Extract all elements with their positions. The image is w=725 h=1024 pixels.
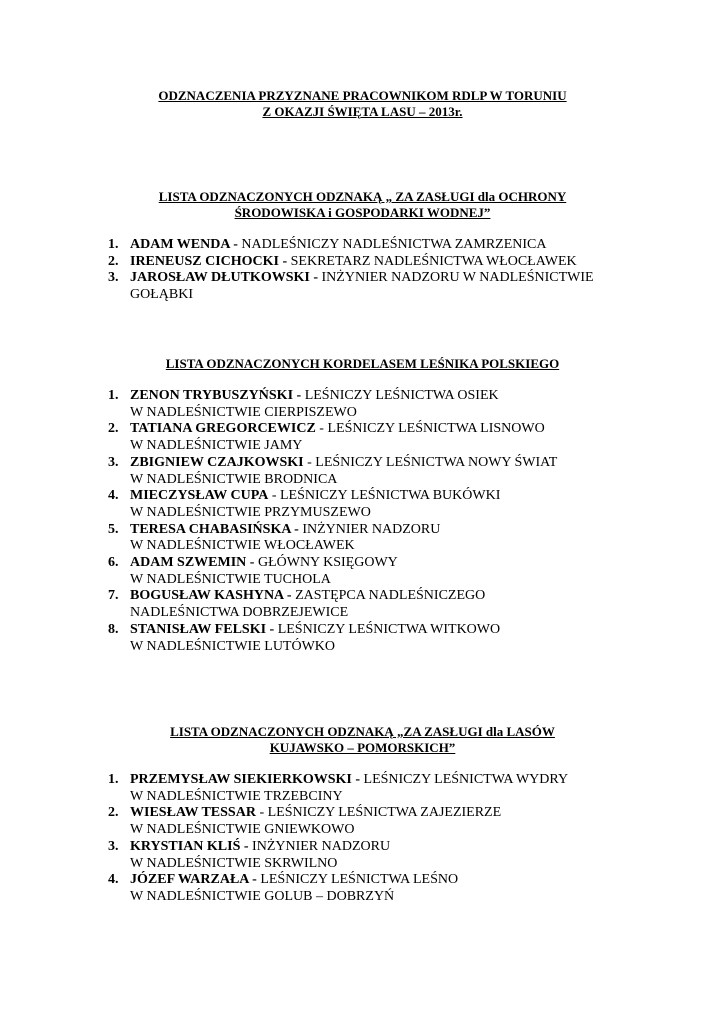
awardee-position: - LEŚNICZY LEŚNICTWA LISNOWO bbox=[315, 421, 545, 437]
item-number: 2. bbox=[108, 805, 119, 821]
item-line-2: W NADLEŚNICTWIE JAMY bbox=[130, 438, 303, 454]
item-line-2: W NADLEŚNICTWIE GNIEWKOWO bbox=[130, 822, 355, 838]
item-line-2: W NADLEŚNICTWIE GOLUB – DOBRZYŃ bbox=[130, 888, 395, 904]
section-1-heading bbox=[60, 189, 665, 221]
awardee-name: ADAM WENDA - bbox=[130, 237, 238, 252]
awardee-name: ADAM SZWEMIN - bbox=[130, 555, 255, 571]
item-line-1 bbox=[130, 555, 668, 572]
list-item bbox=[108, 839, 668, 872]
section-3-heading-line-1: LISTA ODZNACZONYCH ODZNAKĄ „ZA ZASŁUGI dla LASÓW bbox=[170, 724, 555, 739]
awardee-position: ZASTĘPCA NADLEŚNICZEGO bbox=[291, 588, 486, 604]
section-3-heading bbox=[60, 724, 665, 756]
awardee-name: TERESA CHABASIŃSKA - bbox=[130, 521, 299, 537]
item-line-2: W NADLEŚNICTWIE SKRWILNO bbox=[130, 855, 338, 871]
item-number: 3. bbox=[108, 270, 119, 286]
awardee-name: TATIANA GREGORCEWICZ bbox=[130, 421, 316, 437]
list-item bbox=[108, 622, 668, 655]
title-line-1: ODZNACZENIA PRZYZNANE PRACOWNIKOM RDLP W TORUNIU bbox=[158, 88, 567, 103]
awardee-name: MIECZYSŁAW CUPA bbox=[130, 488, 269, 504]
list-item bbox=[108, 872, 668, 905]
item-line-1 bbox=[130, 805, 668, 822]
item-number: 1. bbox=[108, 772, 119, 787]
item-line-1 bbox=[130, 622, 668, 639]
item-line-1 bbox=[130, 254, 668, 271]
item-line-2: GOŁĄBKI bbox=[130, 287, 193, 303]
section-2-heading-line-1: LISTA ODZNACZONYCH KORDELASEM LEŚNIKA POLSKIEGO bbox=[165, 356, 560, 371]
item-number: 1. bbox=[108, 237, 119, 252]
list-item bbox=[108, 805, 668, 838]
list-item bbox=[108, 270, 668, 303]
awardee-name: JAROSŁAW DŁUTKOWSKI - bbox=[130, 270, 319, 286]
item-number: 2. bbox=[108, 253, 119, 269]
list-item bbox=[108, 388, 668, 421]
awardee-position: LEŚNICZY LEŚNICTWA WITKOWO bbox=[274, 621, 501, 637]
item-line-2: W NADLEŚNICTWIE WŁOCŁAWEK bbox=[130, 538, 355, 554]
awardee-position: LEŚNICZY LEŚNICTWA WYDRY bbox=[360, 772, 569, 787]
item-number: 4. bbox=[108, 488, 119, 504]
awardee-name: IRENEUSZ CICHOCKI - bbox=[130, 253, 288, 269]
item-line-2: NADLEŚNICTWA DOBRZEJEWICE bbox=[130, 605, 349, 621]
document-title bbox=[60, 88, 665, 120]
item-line-1 bbox=[130, 388, 668, 405]
item-line-1 bbox=[130, 522, 668, 539]
item-line-1 bbox=[130, 270, 668, 287]
item-line-2: W NADLEŚNICTWIE TUCHOLA bbox=[130, 571, 331, 587]
awardee-position: NADLEŚNICZY NADLEŚNICTWA ZAMRZENICA bbox=[237, 237, 547, 252]
awardee-position: - LEŚNICZY LEŚNICTWA ZAJEZIERZE bbox=[255, 805, 502, 821]
title-line-2: Z OKAZJI ŚWIĘTA LASU – 2013r. bbox=[262, 104, 463, 119]
awardee-position: INŻYNIER NADZORU bbox=[248, 838, 391, 854]
list-item bbox=[108, 772, 668, 805]
section-1-list bbox=[108, 237, 668, 304]
item-number: 3. bbox=[108, 454, 119, 470]
item-line-2: W NADLEŚNICTWIE LUTÓWKO bbox=[130, 638, 336, 654]
section-2-list bbox=[108, 388, 668, 655]
list-item bbox=[108, 254, 668, 271]
awardee-position: GŁÓWNY KSIĘGOWY bbox=[254, 555, 398, 571]
list-item bbox=[108, 488, 668, 521]
section-1-heading-line-1: LISTA ODZNACZONYCH ODZNAKĄ „ ZA ZASŁUGI dla OCHRONY bbox=[158, 189, 567, 204]
item-number: 6. bbox=[108, 555, 119, 571]
item-line-1 bbox=[130, 588, 668, 605]
awardee-name: ZBIGNIEW CZAJKOWSKI bbox=[130, 454, 304, 470]
awardee-position: LEŚNICZY LEŚNICTWA LEŚNO bbox=[256, 872, 459, 888]
list-item bbox=[108, 237, 668, 254]
item-number: 4. bbox=[108, 872, 119, 888]
list-item bbox=[108, 522, 668, 555]
item-number: 8. bbox=[108, 621, 119, 637]
item-number: 7. bbox=[108, 588, 119, 604]
item-line-1 bbox=[130, 237, 668, 254]
section-3-list bbox=[108, 772, 668, 906]
item-number: 2. bbox=[108, 421, 119, 437]
awardee-name: KRYSTIAN KLIŚ - bbox=[130, 838, 249, 854]
item-line-1 bbox=[130, 455, 668, 472]
item-line-2: W NADLEŚNICTWIE PRZYMUSZEWO bbox=[130, 504, 371, 520]
awardee-name: JÓZEF WARZAŁA - bbox=[130, 872, 257, 888]
awardee-name: ZENON TRYBUSZYŃSKI - bbox=[130, 388, 302, 403]
awardee-name: STANISŁAW FELSKI - bbox=[130, 621, 275, 637]
item-number: 5. bbox=[108, 521, 119, 537]
item-line-1 bbox=[130, 772, 668, 789]
awardee-name: PRZEMYSŁAW SIEKIERKOWSKI - bbox=[130, 772, 361, 787]
awardee-position: - LEŚNICZY LEŚNICTWA NOWY ŚWIAT bbox=[303, 454, 558, 470]
awardee-position: LEŚNICZY LEŚNICTWA OSIEK bbox=[301, 388, 499, 403]
awardee-name: BOGUSŁAW KASHYNA - bbox=[130, 588, 292, 604]
section-3-heading-line-2: KUJAWSKO – POMORSKICH” bbox=[269, 740, 456, 755]
awardee-name: WIESŁAW TESSAR bbox=[130, 805, 256, 821]
item-line-1 bbox=[130, 839, 668, 856]
list-item bbox=[108, 555, 668, 588]
list-item bbox=[108, 421, 668, 454]
section-1-heading-line-2: ŚRODOWISKA i GOSPODARKI WODNEJ” bbox=[234, 205, 491, 220]
item-number: 1. bbox=[108, 388, 119, 403]
item-line-1 bbox=[130, 872, 668, 889]
item-line-2: W NADLEŚNICTWIE TRZEBCINY bbox=[130, 788, 343, 804]
item-line-2: W NADLEŚNICTWIE BRODNICA bbox=[130, 471, 338, 487]
list-item bbox=[108, 588, 668, 621]
item-line-1 bbox=[130, 421, 668, 438]
awardee-position: - LEŚNICZY LEŚNICTWA BUKÓWKI bbox=[268, 488, 501, 504]
list-item bbox=[108, 455, 668, 488]
awardee-position: INŻYNIER NADZORU W NADLEŚNICTWIE bbox=[318, 270, 594, 286]
awardee-position: SEKRETARZ NADLEŚNICTWA WŁOCŁAWEK bbox=[287, 253, 577, 269]
item-line-2: W NADLEŚNICTWIE CIERPISZEWO bbox=[130, 404, 357, 420]
section-2-heading bbox=[60, 356, 665, 372]
item-line-1 bbox=[130, 488, 668, 505]
item-number: 3. bbox=[108, 838, 119, 854]
awardee-position: INŻYNIER NADZORU bbox=[298, 521, 441, 537]
